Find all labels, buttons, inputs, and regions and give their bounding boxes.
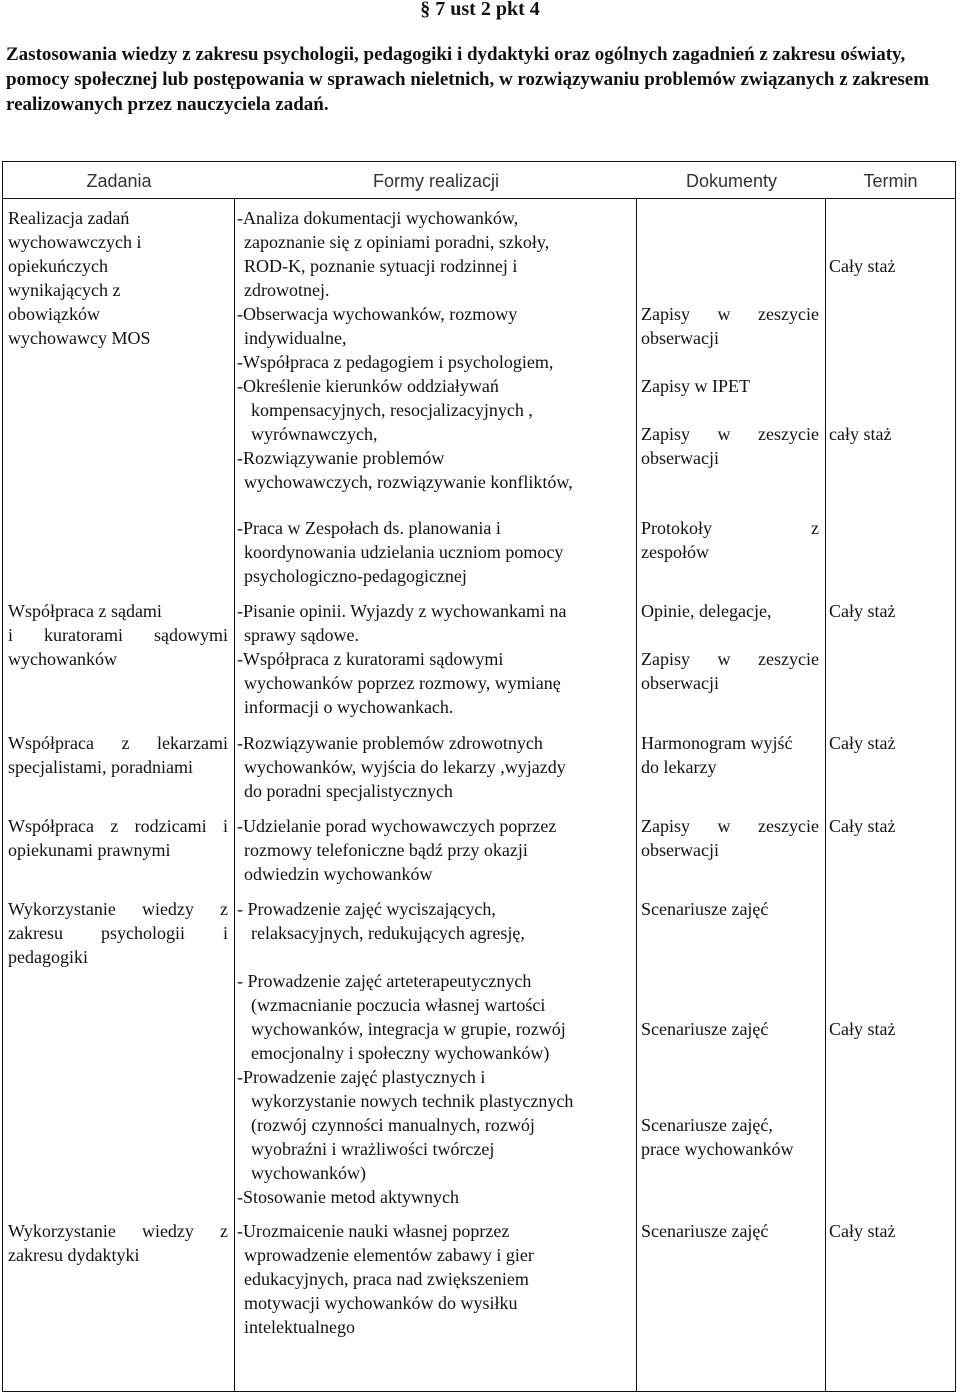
col-divider-3 (825, 198, 826, 1391)
forms-psychologia: - Prowadzenie zajęć wyciszających, relaksacyjnych, redukujących agresję, - Prowadzenie zajęć arteterapeutycznych (wzmacnianie poczucia własnej wartości wychowanków, integracja w grupie, rozwój emocjonalny i społeczny wychowanków) -Prowadzenie zajęć plastycznych i wykorzystanie nowych technik plastycznych (rozwój czynności manualnych, rozwój wyobraźni i wrażliwości twórczej wychowanków) -Stosowanie metod aktywnych (237, 899, 574, 1207)
plan-table (2, 161, 956, 1392)
col-divider-1 (234, 198, 235, 1391)
term-realizacja-1: Cały staż (829, 256, 896, 276)
term-realizacja-2: cały staż (829, 424, 892, 444)
forms-zespoly: -Praca w Zespołach ds. planowania i koordynowania udzielania uczniom pomocy psychologiczno-pedagogicznej (237, 518, 564, 586)
term-lekarze: Cały staż (829, 733, 896, 753)
header-rule (3, 198, 955, 199)
forms-rodzice: -Udzielanie porad wychowawczych poprzez rozmowy telefoniczne bądź przy okazji odwiedzin wychowanków (237, 816, 557, 884)
task-rodzice: Współpraca z rodzicami i opiekunami prawnymi (8, 816, 228, 860)
col-divider-2 (636, 198, 637, 1391)
docs-dydaktyka: Scenariusze zajęć (641, 1221, 769, 1241)
header-dokumenty: Dokumenty (685, 171, 778, 191)
task-lekarze: Współpraca z lekarzami specjalistami, poradniami (8, 733, 228, 777)
forms-dydaktyka: -Urozmaicenie nauki własnej poprzez wprowadzenie elementów zabawy i gier edukacyjnych, praca nad zwiększeniem motywacji wychowanków do wysiłku intelektualnego (237, 1221, 534, 1337)
docs-sady: Opinie, delegacje, Zapisy w zeszycie obserwacji (641, 601, 819, 693)
docs-lekarze: Harmonogram wyjść do lekarzy (641, 733, 793, 777)
docs-psychologia: Scenariusze zajęć Scenariusze zajęć Scenariusze zajęć, prace wychowanków (641, 899, 794, 1159)
docs-rodzice: Zapisy w zeszycie obserwacji (641, 816, 819, 860)
header-termin: Termin (863, 171, 918, 191)
section-title: § 7 ust 2 pkt 4 (420, 0, 540, 20)
task-realizacja: Realizacja zadań wychowawczych i opiekuńczych wynikających z obowiązków wychowawcy MOS (8, 208, 151, 348)
forms-realizacja: -Analiza dokumentacji wychowanków, zapoznanie się z opiniami poradni, szkoły, ROD-K, poznanie sytuacji rodzinnej i zdrowotnej. -Obserwacja wychowanków, rozmowy indywidualne, -Współpraca z pedagogiem i psychologiem, -Określenie kierunków oddziaływań kompensacyjnych, resocjalizacyjnych , wyrównawczych, -Rozwiązywanie problemów wychowawczych, rozwiązywanie konfliktów, (237, 208, 573, 492)
task-sady: Współpraca z sądami i kuratorami sądowymi wychowanków (8, 601, 228, 669)
term-rodzice: Cały staż (829, 816, 896, 836)
task-dydaktyka: Wykorzystanie wiedzy z zakresu dydaktyki (8, 1221, 228, 1265)
docs-realizacja: Zapisy w zeszycie obserwacji Zapisy w IPET Zapisy w zeszycie obserwacji (641, 304, 819, 468)
term-sady: Cały staż (829, 601, 896, 621)
term-psychologia: Cały staż (829, 1019, 896, 1039)
intro-paragraph: Zastosowania wiedzy z zakresu psychologii, pedagogiki i dydaktyki oraz ogólnych zagadnień z zakresu oświaty, pomocy społecznej lub postępowania w sprawach nieletnich, w rozwiązywaniu problemów związanych z zakresem realizowanych przez nauczyciela zadań. (6, 44, 930, 115)
header-zadania: Zadania (86, 171, 152, 191)
forms-sady: -Pisanie opinii. Wyjazdy z wychowankami na sprawy sądowe. -Współpraca z kuratorami sądowymi wychowanków poprzez rozmowy, wymianę informacji o wychowankach. (237, 601, 567, 717)
task-psychologia: Wykorzystanie wiedzy z zakresu psychologii i pedagogiki (8, 899, 228, 967)
forms-lekarze: -Rozwiązywanie problemów zdrowotnych wychowanków, wyjścia do lekarzy ,wyjazdy do poradni specjalistycznych (237, 733, 566, 801)
docs-zespoly: Protokoły z zespołów (641, 518, 819, 562)
term-dydaktyka: Cały staż (829, 1221, 896, 1241)
header-formy: Formy realizacji (372, 171, 500, 191)
